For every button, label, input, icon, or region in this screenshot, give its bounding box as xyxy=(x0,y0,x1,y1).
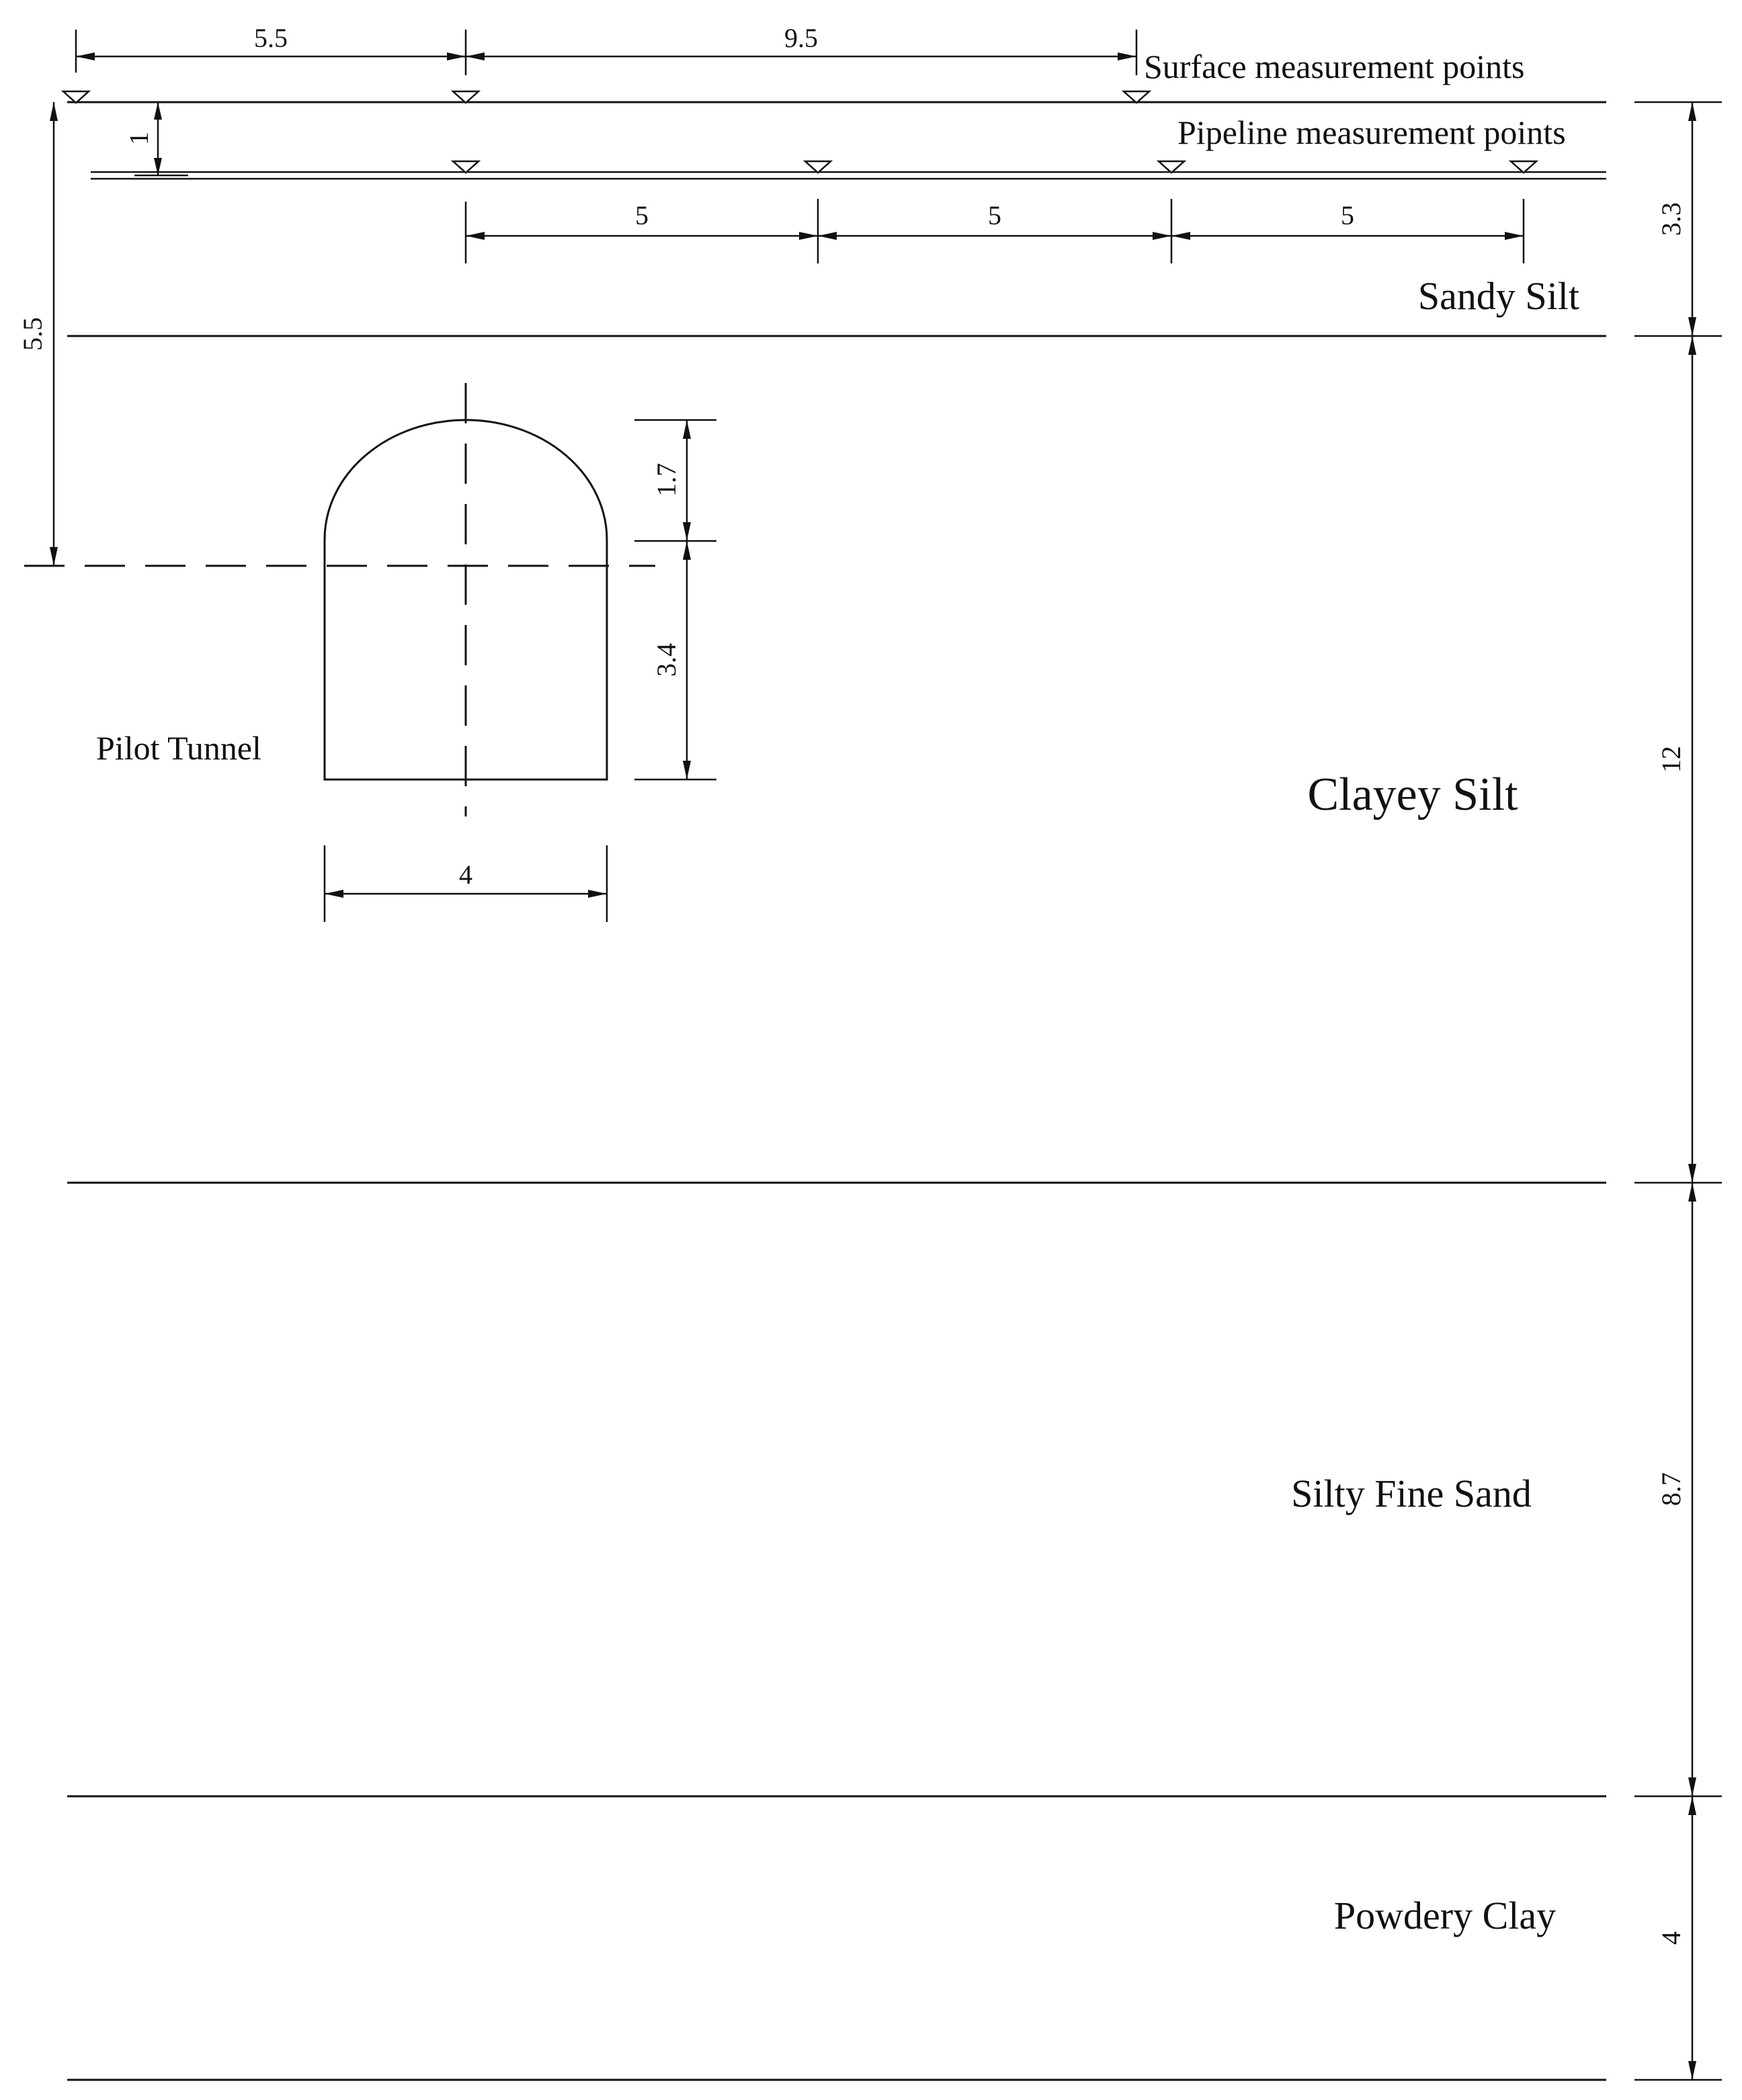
dim-pipeline-spacing-2: 5 xyxy=(988,200,1001,230)
pipeline-point-marker xyxy=(1159,161,1184,173)
dim-wall-height: 3.4 xyxy=(651,643,681,677)
dim-pipeline-spacing-1: 5 xyxy=(635,200,649,230)
surface-span-dimensions xyxy=(76,23,1136,75)
dim-layer-silty-fine-sand: 8.7 xyxy=(1656,1472,1686,1506)
label-surface-measurement-points: Surface measurement points xyxy=(1144,48,1525,85)
tunnel-axis-depth-dimension xyxy=(17,102,58,566)
layer-thickness-dimensions xyxy=(1634,102,1722,2080)
dim-surface-left-span: 5.5 xyxy=(254,23,288,53)
surface-measurement-points xyxy=(63,91,1149,103)
label-silty-fine-sand: Silty Fine Sand xyxy=(1291,1472,1532,1515)
dim-layer-sandy-silt: 3.3 xyxy=(1656,202,1686,236)
dim-arch-height: 1.7 xyxy=(651,463,681,497)
tunnel-height-dimensions xyxy=(634,420,716,780)
dim-pipeline-spacing-3: 5 xyxy=(1341,200,1354,230)
tunnel-width-dimension xyxy=(325,845,607,922)
dim-pipeline-depth: 1 xyxy=(124,132,154,145)
surface-point-marker xyxy=(63,91,89,103)
dim-tunnel-axis-depth: 5.5 xyxy=(17,317,48,351)
label-sandy-silt: Sandy Silt xyxy=(1417,274,1579,318)
dim-tunnel-width: 4 xyxy=(459,859,472,890)
label-pilot-tunnel: Pilot Tunnel xyxy=(96,729,261,767)
surface-point-marker xyxy=(1124,91,1149,103)
dim-surface-right-span: 9.5 xyxy=(784,23,818,53)
pipeline-point-marker xyxy=(453,161,479,173)
pipeline-spacing-dimensions xyxy=(466,199,1524,263)
pipeline-measurement-points xyxy=(453,161,1536,173)
label-powdery-clay: Powdery Clay xyxy=(1333,1894,1557,1937)
label-clayey-silt: Clayey Silt xyxy=(1307,769,1518,821)
surface-point-marker xyxy=(453,91,479,103)
pipeline-point-marker xyxy=(805,161,831,173)
dim-layer-clayey-silt: 12 xyxy=(1656,746,1686,773)
label-pipeline-measurement-points: Pipeline measurement points xyxy=(1177,114,1566,151)
pipeline-point-marker xyxy=(1511,161,1536,173)
pipeline-depth-dimension xyxy=(124,102,188,175)
dim-layer-powdery-clay: 4 xyxy=(1656,1931,1686,1945)
